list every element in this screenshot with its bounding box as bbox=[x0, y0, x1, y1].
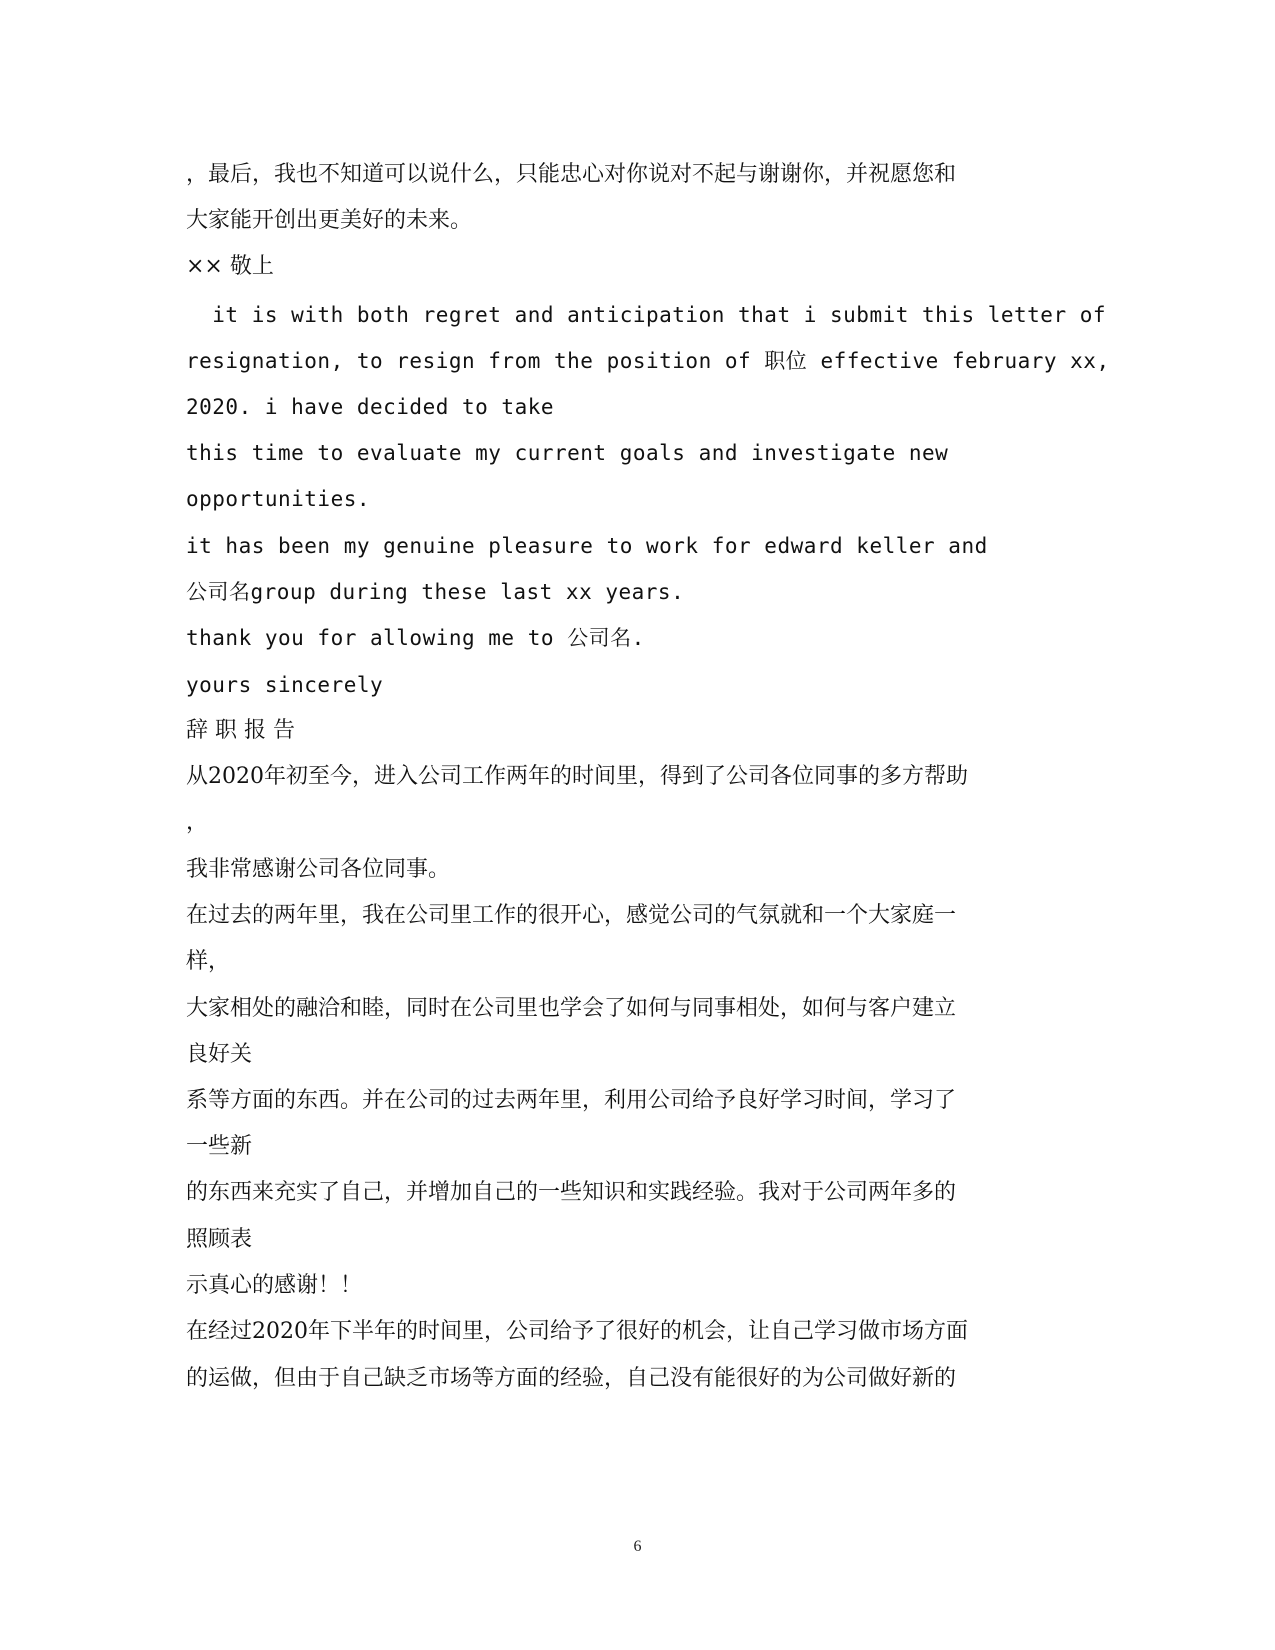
english-closing: yours sincerely bbox=[186, 673, 384, 697]
page-number: 6 bbox=[633, 1538, 642, 1555]
body-line-11: 照顾表 bbox=[186, 1227, 253, 1252]
body-line-5: 样， bbox=[186, 949, 231, 974]
body-line-12: 示真心的感谢！！ bbox=[186, 1273, 363, 1298]
body-line-9: 一些新 bbox=[186, 1134, 253, 1159]
body-line-8: 系等方面的东西。并在公司的过去两年里，利用公司给予良好学习时间，学习了 bbox=[186, 1088, 957, 1113]
english-letter-line-1: it is with both regret and anticipation that i submit this letter of bbox=[186, 303, 1107, 327]
resignation-report-title: 辞 职 报 告 bbox=[186, 718, 295, 743]
body-line-7: 良好关 bbox=[186, 1042, 253, 1067]
english-letter-line-7: 公司名group during these last xx years. bbox=[186, 580, 685, 604]
english-letter-line-5: opportunities. bbox=[186, 487, 371, 511]
english-letter-line-4: this time to evaluate my current goals and investigate new bbox=[186, 441, 949, 465]
body-line-3: 我非常感谢公司各位同事。 bbox=[186, 857, 451, 882]
body-line-10: 的东西来充实了自己，并增加自己的一些知识和实践经验。我对于公司两年多的 bbox=[186, 1180, 957, 1205]
body-line-6: 大家相处的融洽和睦，同时在公司里也学会了如何与同事相处，如何与客户建立 bbox=[186, 996, 957, 1021]
english-letter-line-8: thank you for allowing me to 公司名. bbox=[186, 626, 645, 650]
closing-paragraph-line-2: 大家能开创出更美好的未来。 bbox=[186, 208, 473, 233]
body-line-14: 的运做，但由于自己缺乏市场等方面的经验，自己没有能很好的为公司做好新的 bbox=[186, 1366, 957, 1391]
signature-line: ×× 敬上 bbox=[186, 254, 274, 279]
body-line-1: 从2020年初至今，进入公司工作两年的时间里，得到了公司各位同事的多方帮助 bbox=[186, 764, 968, 789]
body-line-4: 在过去的两年里，我在公司里工作的很开心，感觉公司的气氛就和一个大家庭一 bbox=[186, 903, 957, 928]
body-line-2: ， bbox=[186, 810, 209, 835]
closing-paragraph-line-1: ，最后，我也不知道可以说什么，只能忠心对你说对不起与谢谢你，并祝愿您和 bbox=[186, 162, 957, 187]
english-letter-line-2: resignation, to resign from the position of 职位 effective february xx, bbox=[186, 349, 1110, 373]
english-letter-line-6: it has been my genuine pleasure to work for edward keller and bbox=[186, 534, 988, 558]
english-letter-line-3: 2020. i have decided to take bbox=[186, 395, 555, 419]
body-line-13: 在经过2020年下半年的时间里，公司给予了很好的机会，让自己学习做市场方面 bbox=[186, 1319, 968, 1344]
